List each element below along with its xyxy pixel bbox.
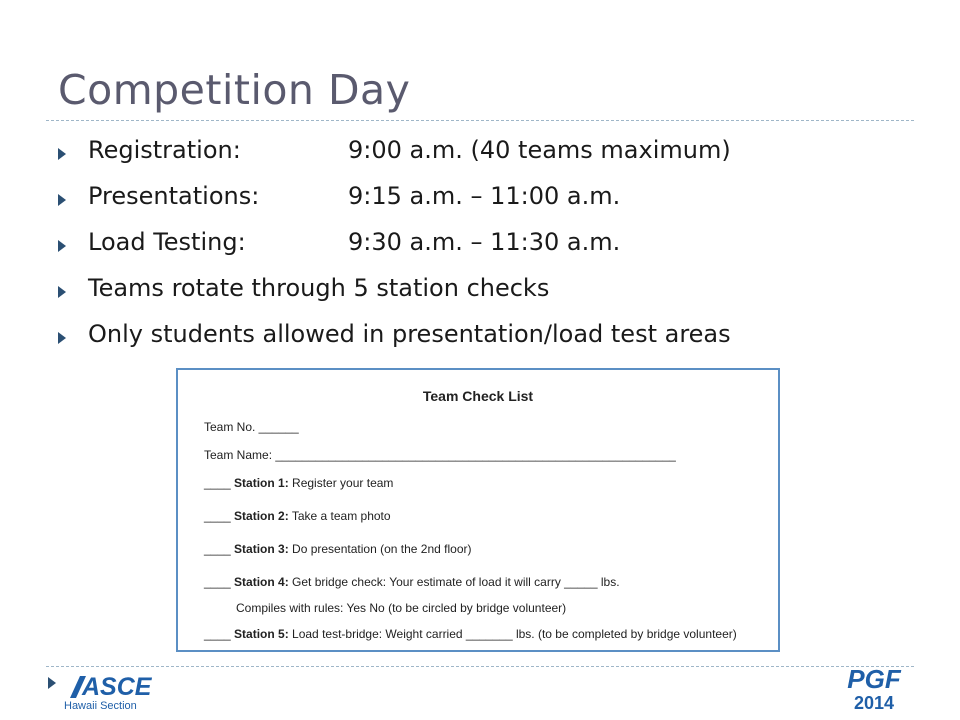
station-text: Load test-bridge: Weight carried _______ lbs. (to be completed by bridge volunteer) [288,627,737,641]
station-1-line [204,476,393,490]
station-blank: ____ [204,575,235,589]
station-label: Station 4: [234,575,289,589]
asce-logo-text: ASCE [82,673,152,700]
station-label: Station 1: [234,476,289,490]
bullet-presentations [58,182,918,228]
bullet-label: Teams rotate through 5 station checks [88,274,550,302]
bullet-rotation [58,274,918,320]
bullet-arrow-icon [58,148,66,160]
slide-title: Competition Day [58,66,411,114]
station-label: Station 3: [234,542,289,556]
station-blank: ____ [204,476,235,490]
bullet-arrow-icon [58,332,66,344]
station-4-line [204,575,620,589]
station-label: Station 2: [234,509,289,523]
section-label: Hawaii Section [64,700,137,712]
station-text: Register your team [288,476,394,490]
bullet-label: Only students allowed in presentation/load test areas [88,320,731,348]
bullet-list [58,136,918,366]
station-2-line [204,509,391,523]
station-label: Station 5: [234,627,289,641]
bullet-value: 9:00 a.m. (40 teams maximum) [348,136,731,164]
footer-arrow-icon [48,677,56,689]
bullet-load-testing [58,228,918,274]
station-blank: ____ [204,627,235,641]
team-checklist [176,368,780,652]
bullet-registration [58,136,918,182]
bullet-arrow-icon [58,194,66,206]
station-text: Do presentation (on the 2nd floor) [288,542,472,556]
station-blank: ____ [204,509,235,523]
team-number-line: Team No. ______ [204,420,299,434]
pgf-year: 2014 [853,693,895,713]
asce-logo [70,668,154,700]
bullet-value: 9:15 a.m. – 11:00 a.m. [348,182,621,210]
station-blank: ____ [204,542,235,556]
bullet-value: 9:30 a.m. – 11:30 a.m. [348,228,621,256]
station-text: Take a team photo [288,509,391,523]
pgf-logo [842,666,906,712]
bullet-students-only [58,320,918,366]
footer-divider [46,666,914,667]
station-4-note: Compiles with rules: Yes No (to be circled by bridge volunteer) [236,601,567,615]
bullet-arrow-icon [58,240,66,252]
checklist-title: Team Check List [422,388,534,404]
pgf-text: PGF [847,664,901,694]
bullet-arrow-icon [58,286,66,298]
station-5-line [204,627,737,641]
station-3-line [204,542,471,556]
title-divider [46,120,914,121]
bullet-label: Registration: [88,136,241,164]
station-text: Get bridge check: Your estimate of load it will carry _____ lbs. [288,575,620,589]
bullet-label: Load Testing: [88,228,246,256]
bullet-label: Presentations: [88,182,260,210]
team-name-line: Team Name: ____________________________________________________________ [204,448,676,462]
